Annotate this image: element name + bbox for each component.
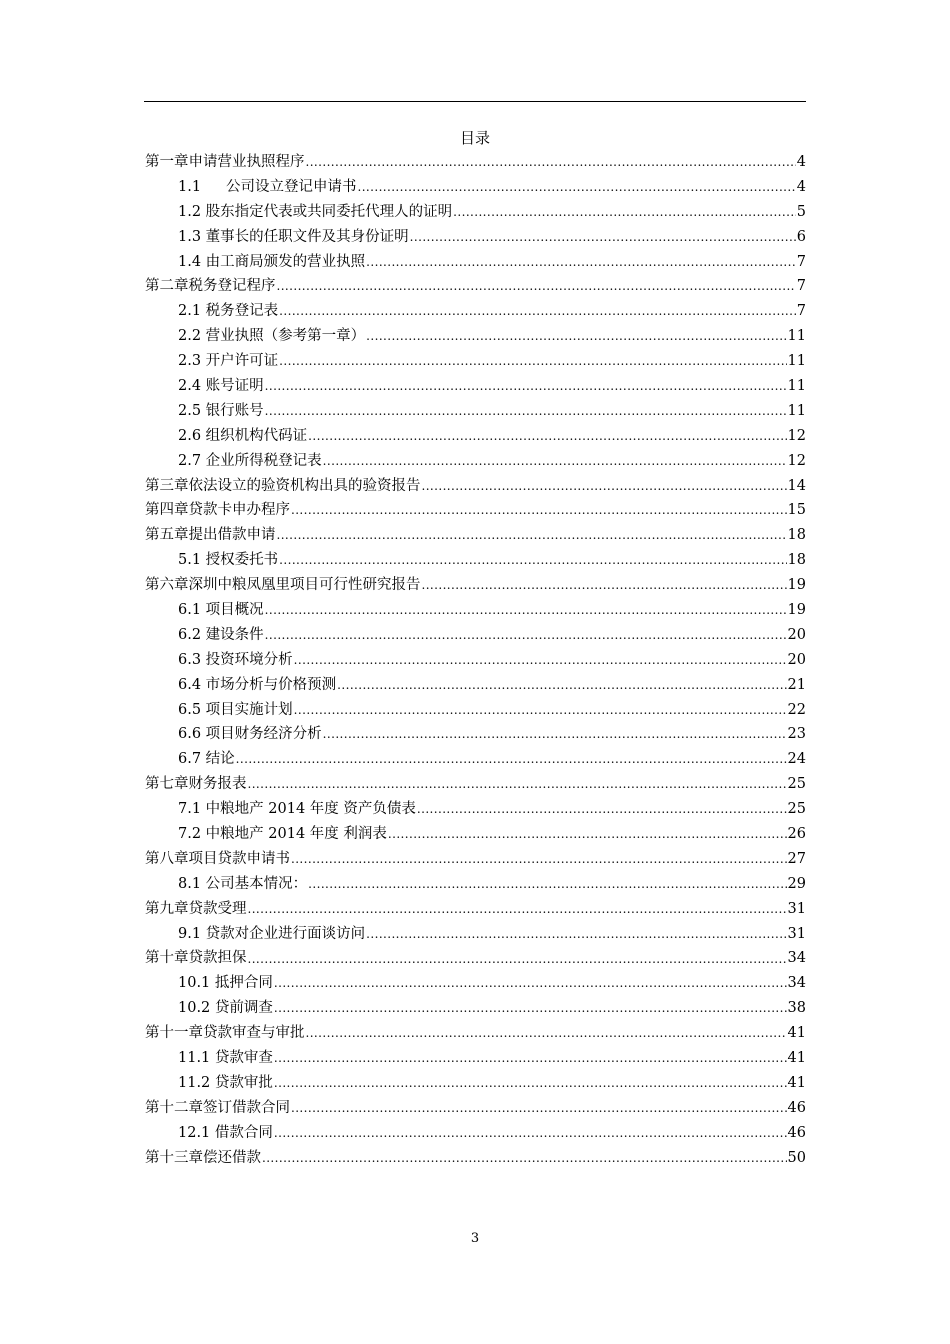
- toc-entry-title: 第六章深圳中粮凤凰里项目可行性研究报告: [145, 577, 421, 594]
- toc-entry-page: 18: [787, 527, 806, 544]
- toc-entry-title: 第三章依法设立的验资机构出具的验资报告: [145, 477, 421, 494]
- toc-entry-number: 5.1: [178, 552, 202, 569]
- toc-entry-number: 2.6: [178, 427, 202, 444]
- toc-entry-number: 8.1: [178, 875, 202, 892]
- toc-entry-label: [178, 673, 336, 698]
- toc-entry-page: 31: [787, 925, 806, 942]
- toc-subsection-entry[interactable]: [145, 996, 806, 1021]
- toc-entry-page: 50: [787, 1149, 806, 1166]
- toc-dot-leader: [265, 623, 787, 648]
- toc-subsection-entry[interactable]: [145, 424, 806, 449]
- toc-entry-page: 38: [787, 1000, 806, 1017]
- toc-dot-leader: [248, 772, 787, 797]
- toc-entry-label: [178, 349, 278, 374]
- toc-subsection-entry[interactable]: [145, 623, 806, 648]
- toc-entry-label: [145, 772, 247, 797]
- toc-entry-title: 公司基本情况：: [201, 875, 308, 892]
- toc-title: 目录: [459, 129, 490, 147]
- toc-subsection-entry[interactable]: [145, 449, 806, 474]
- toc-entry-label: [145, 946, 247, 971]
- toc-dot-leader: [262, 1146, 787, 1171]
- toc-entry-page: 7: [796, 278, 806, 295]
- toc-entry-page: 22: [787, 701, 806, 718]
- toc-dot-leader: [274, 971, 787, 996]
- toc-entry-title: 由工商局颁发的营业执照: [201, 253, 366, 270]
- toc-subsection-entry[interactable]: [145, 374, 806, 399]
- toc-entry-number: 6.7: [178, 751, 202, 768]
- toc-entry-page: 19: [787, 577, 806, 594]
- toc-entry-label: [178, 200, 452, 225]
- toc-entry-label: [178, 1046, 273, 1071]
- toc-dot-leader: [274, 1071, 787, 1096]
- toc-entry-number: 2.4: [178, 378, 202, 394]
- toc-entry-title: 第八章项目贷款申请书: [145, 850, 290, 867]
- toc-subsection-entry[interactable]: [145, 324, 806, 349]
- toc-dot-leader: [294, 648, 787, 673]
- toc-entry-label: [145, 897, 247, 922]
- toc-entry-page: 4: [796, 153, 806, 170]
- toc-dot-leader: [453, 200, 796, 225]
- toc-dot-leader: [277, 523, 787, 548]
- toc-entry-number: 11.2: [178, 1074, 211, 1091]
- toc-dot-leader: [277, 274, 796, 299]
- toc-dot-leader: [366, 922, 786, 947]
- toc-entry-title: 账号证明: [201, 378, 264, 394]
- toc-dot-leader: [265, 374, 787, 399]
- toc-entry-label: [145, 1021, 305, 1046]
- toc-subsection-entry[interactable]: [145, 250, 806, 275]
- toc-entry-page: 24: [787, 751, 806, 768]
- toc-subsection-entry[interactable]: [145, 872, 806, 897]
- toc-dot-leader: [366, 324, 786, 349]
- toc-dot-leader: [422, 474, 787, 499]
- toc-entry-title: 借款合同: [210, 1124, 273, 1141]
- toc-entry-label: [178, 747, 235, 772]
- toc-entry-title: 营业执照（参考第一章）: [201, 328, 366, 345]
- toc-subsection-entry[interactable]: [145, 299, 806, 324]
- toc-entry-label: [178, 648, 293, 673]
- toc-entry-number: 2.1: [178, 303, 202, 320]
- toc-entry-title: 第九章贷款受理: [145, 900, 247, 917]
- header-rule: [144, 101, 806, 102]
- toc-entry-title: 公司设立登记申请书: [226, 178, 357, 195]
- toc-dot-leader: [274, 1121, 787, 1146]
- toc-entry-number: 6.2: [178, 626, 202, 643]
- toc-entry-page: 4: [796, 178, 806, 195]
- toc-entry-label: [145, 1146, 261, 1171]
- toc-subsection-entry[interactable]: [145, 698, 806, 723]
- toc-subsection-entry[interactable]: [145, 225, 806, 250]
- toc-entry-title: 市场分析与价格预测: [201, 676, 337, 693]
- toc-dot-leader: [236, 747, 787, 772]
- toc-dot-leader: [308, 424, 786, 449]
- toc-subsection-entry[interactable]: [145, 922, 806, 947]
- toc-entry-page: 5: [796, 203, 806, 220]
- toc-dot-leader: [306, 150, 796, 175]
- toc-entry-label: [178, 449, 322, 474]
- toc-dot-leader: [323, 449, 787, 474]
- toc-entry-number: 10.2: [178, 1000, 211, 1017]
- toc-entry-title: 中粮地产 2014 年度 资产负债表: [201, 801, 416, 818]
- toc-entry-label: [145, 498, 290, 523]
- toc-chapter-entry[interactable]: [145, 474, 806, 499]
- toc-chapter-entry[interactable]: [145, 847, 806, 872]
- toc-entry-label: [178, 374, 264, 399]
- toc-entry-title: 项目实施计划: [201, 701, 293, 718]
- toc-entry-title: 第十一章贷款审查与审批: [145, 1025, 305, 1042]
- toc-entry-title: 企业所得税登记表: [201, 452, 322, 469]
- toc-entry-page: 20: [787, 651, 806, 668]
- toc-subsection-entry[interactable]: [145, 548, 806, 573]
- toc-dot-leader: [291, 1096, 787, 1121]
- toc-entry-page: 46: [787, 1124, 806, 1141]
- toc-dot-leader: [410, 225, 796, 250]
- toc-dot-leader: [358, 175, 796, 200]
- toc-chapter-entry[interactable]: [145, 498, 806, 523]
- toc-entry-label: [178, 922, 365, 947]
- toc-subsection-entry[interactable]: [145, 648, 806, 673]
- toc-entry-label: [145, 523, 276, 548]
- toc-entry-title: 项目概况: [201, 602, 264, 619]
- toc-entry-title: 第五章提出借款申请: [145, 527, 276, 544]
- toc-entry-page: 6: [796, 228, 806, 245]
- toc-entry-title: 第十二章签订借款合同: [145, 1099, 290, 1116]
- toc-chapter-entry[interactable]: [145, 1021, 806, 1046]
- toc-entry-label: [178, 722, 322, 747]
- toc-entry-label: [145, 150, 305, 175]
- toc-entry-title: 建设条件: [201, 626, 264, 643]
- toc-subsection-entry[interactable]: [145, 797, 806, 822]
- toc-entry-label: [178, 225, 409, 250]
- toc-entry-number: 1.3: [178, 228, 202, 245]
- toc-dot-leader: [422, 573, 787, 598]
- toc-entry-label: [178, 996, 273, 1021]
- toc-entry-page: 7: [796, 253, 806, 270]
- toc-entry-label: [178, 250, 365, 275]
- toc-entry-label: [178, 971, 273, 996]
- toc-subsection-entry[interactable]: [145, 971, 806, 996]
- toc-entry-page: 29: [787, 875, 806, 892]
- table-of-contents: [145, 150, 806, 1171]
- toc-entry-page: 34: [787, 950, 806, 967]
- toc-subsection-entry[interactable]: [145, 200, 806, 225]
- toc-subsection-entry[interactable]: [145, 349, 806, 374]
- toc-dot-leader: [337, 673, 786, 698]
- toc-entry-label: [178, 872, 307, 897]
- toc-chapter-entry[interactable]: [145, 947, 806, 972]
- toc-entry-page: 15: [787, 502, 806, 519]
- toc-entry-title: 抵押合同: [210, 975, 273, 992]
- toc-dot-leader: [265, 598, 787, 623]
- toc-entry-title: 组织机构代码证: [201, 427, 308, 444]
- toc-entry-page: 19: [787, 602, 806, 619]
- toc-entry-label: [178, 1121, 273, 1146]
- toc-entry-title: 税务登记表: [201, 303, 279, 320]
- toc-entry-label: [178, 1071, 273, 1096]
- toc-entry-number: 2.7: [178, 452, 202, 469]
- toc-chapter-entry[interactable]: [145, 274, 806, 299]
- toc-entry-title: 贷款审批: [210, 1074, 273, 1091]
- toc-chapter-entry[interactable]: [145, 150, 806, 175]
- toc-dot-leader: [291, 847, 787, 872]
- toc-entry-page: 23: [787, 726, 806, 743]
- toc-entry-page: 41: [787, 1025, 806, 1042]
- toc-entry-label: [178, 623, 264, 648]
- toc-entry-number: 11.1: [178, 1050, 211, 1067]
- toc-entry-title: 第一章申请营业执照程序: [145, 153, 305, 170]
- toc-dot-leader: [417, 797, 787, 822]
- toc-entry-number: 6.6: [178, 726, 202, 743]
- toc-entry-number: 7.1: [178, 801, 202, 818]
- toc-entry-title: 第十三章偿还借款: [145, 1149, 261, 1166]
- toc-entry-number: 2.2: [178, 328, 202, 345]
- toc-subsection-entry[interactable]: [145, 175, 806, 200]
- toc-entry-title: 第二章税务登记程序: [145, 278, 276, 295]
- toc-entry-label: [178, 324, 365, 349]
- toc-dot-leader: [279, 349, 786, 374]
- toc-entry-label: [178, 822, 387, 847]
- toc-entry-number: 6.5: [178, 701, 202, 718]
- toc-entry-title: 第七章财务报表: [145, 776, 247, 793]
- toc-entry-page: 11: [787, 378, 806, 394]
- toc-entry-page: 18: [787, 552, 806, 569]
- toc-entry-page: 20: [787, 626, 806, 643]
- toc-dot-leader: [279, 548, 786, 573]
- toc-entry-label: [178, 698, 293, 723]
- toc-entry-label: [178, 175, 357, 200]
- toc-entry-number: 6.3: [178, 651, 202, 668]
- toc-entry-number: 2.5: [178, 402, 202, 419]
- toc-entry-label: [178, 299, 278, 324]
- toc-entry-label: [178, 399, 264, 424]
- toc-dot-leader: [306, 1021, 787, 1046]
- toc-entry-page: 27: [787, 850, 806, 867]
- toc-chapter-entry[interactable]: [145, 897, 806, 922]
- toc-entry-label: [178, 424, 307, 449]
- toc-entry-page: 26: [787, 826, 806, 843]
- toc-dot-leader: [248, 947, 787, 972]
- toc-entry-number: 1.2: [178, 203, 202, 220]
- toc-entry-number: 1.4: [178, 253, 202, 270]
- toc-entry-number: 2.3: [178, 353, 202, 370]
- toc-dot-leader: [279, 299, 796, 324]
- toc-entry-number: 1.1: [178, 178, 202, 195]
- toc-dot-leader: [274, 996, 787, 1021]
- toc-entry-title: 贷款对企业进行面谈访问: [201, 925, 366, 942]
- toc-entry-page: 11: [787, 402, 806, 419]
- toc-entry-number: 12.1: [178, 1124, 211, 1141]
- toc-dot-leader: [274, 1046, 787, 1071]
- toc-entry-title: 开户许可证: [201, 353, 279, 370]
- toc-entry-label: [178, 548, 278, 573]
- toc-subsection-entry[interactable]: [145, 598, 806, 623]
- toc-entry-title: 投资环境分析: [201, 651, 293, 668]
- toc-entry-page: 41: [787, 1074, 806, 1091]
- toc-dot-leader: [366, 250, 796, 275]
- toc-subsection-entry[interactable]: [145, 1121, 806, 1146]
- toc-entry-title: 银行账号: [201, 402, 264, 419]
- toc-entry-number: 6.4: [178, 676, 202, 693]
- toc-entry-number: 7.2: [178, 826, 202, 843]
- toc-entry-title: 第十章贷款担保: [145, 950, 247, 967]
- toc-entry-title: 贷款审查: [210, 1050, 273, 1067]
- toc-entry-title: 中粮地产 2014 年度 利润表: [201, 826, 387, 843]
- toc-entry-page: 25: [787, 801, 806, 818]
- toc-entry-label: [178, 598, 264, 623]
- toc-entry-title: 授权委托书: [201, 552, 279, 569]
- toc-entry-page: 31: [787, 900, 806, 917]
- toc-entry-page: 25: [787, 776, 806, 793]
- toc-dot-leader: [294, 698, 787, 723]
- toc-entry-page: 14: [787, 477, 806, 494]
- toc-dot-leader: [291, 498, 787, 523]
- toc-entry-label: [145, 573, 421, 598]
- toc-entry-page: 11: [787, 328, 806, 345]
- toc-subsection-entry[interactable]: [145, 822, 806, 847]
- toc-entry-label: [145, 847, 290, 872]
- toc-chapter-entry[interactable]: [145, 1096, 806, 1121]
- toc-chapter-entry[interactable]: [145, 772, 806, 797]
- toc-entry-page: 46: [787, 1099, 806, 1116]
- toc-entry-label: [145, 474, 421, 499]
- toc-subsection-entry[interactable]: [145, 722, 806, 747]
- toc-entry-label: [145, 274, 276, 299]
- toc-entry-number: 6.1: [178, 602, 202, 619]
- toc-dot-leader: [265, 399, 787, 424]
- toc-subsection-entry[interactable]: [145, 1046, 806, 1071]
- page-number: 3: [470, 1231, 480, 1246]
- toc-entry-title: 结论: [201, 751, 235, 768]
- toc-entry-page: 12: [787, 452, 806, 469]
- toc-entry-label: [178, 797, 416, 822]
- toc-entry-title: 股东指定代表或共同委托代理人的证明: [201, 203, 453, 220]
- toc-entry-title: 第四章贷款卡申办程序: [145, 502, 290, 519]
- toc-subsection-entry[interactable]: [145, 747, 806, 772]
- toc-chapter-entry[interactable]: [145, 523, 806, 548]
- toc-entry-number: 10.1: [178, 975, 211, 992]
- toc-dot-leader: [248, 897, 787, 922]
- toc-dot-leader: [388, 822, 787, 847]
- toc-subsection-entry[interactable]: [145, 399, 806, 424]
- toc-dot-leader: [323, 722, 787, 747]
- toc-entry-page: 21: [787, 676, 806, 693]
- toc-subsection-entry[interactable]: [145, 1071, 806, 1096]
- toc-entry-page: 12: [787, 427, 806, 444]
- toc-subsection-entry[interactable]: [145, 673, 806, 698]
- toc-entry-page: 34: [787, 975, 806, 992]
- toc-entry-page: 11: [787, 353, 806, 370]
- toc-entry-title: 项目财务经济分析: [201, 726, 322, 743]
- toc-chapter-entry[interactable]: [145, 1146, 806, 1171]
- toc-entry-page: 7: [796, 303, 806, 320]
- toc-entry-title: 董事长的任职文件及其身份证明: [201, 228, 409, 245]
- toc-dot-leader: [308, 872, 786, 897]
- toc-entry-title: 贷前调查: [210, 1000, 273, 1017]
- toc-entry-page: 41: [787, 1050, 806, 1067]
- toc-entry-label: [145, 1096, 290, 1121]
- toc-chapter-entry[interactable]: [145, 573, 806, 598]
- toc-entry-number: 9.1: [178, 925, 202, 942]
